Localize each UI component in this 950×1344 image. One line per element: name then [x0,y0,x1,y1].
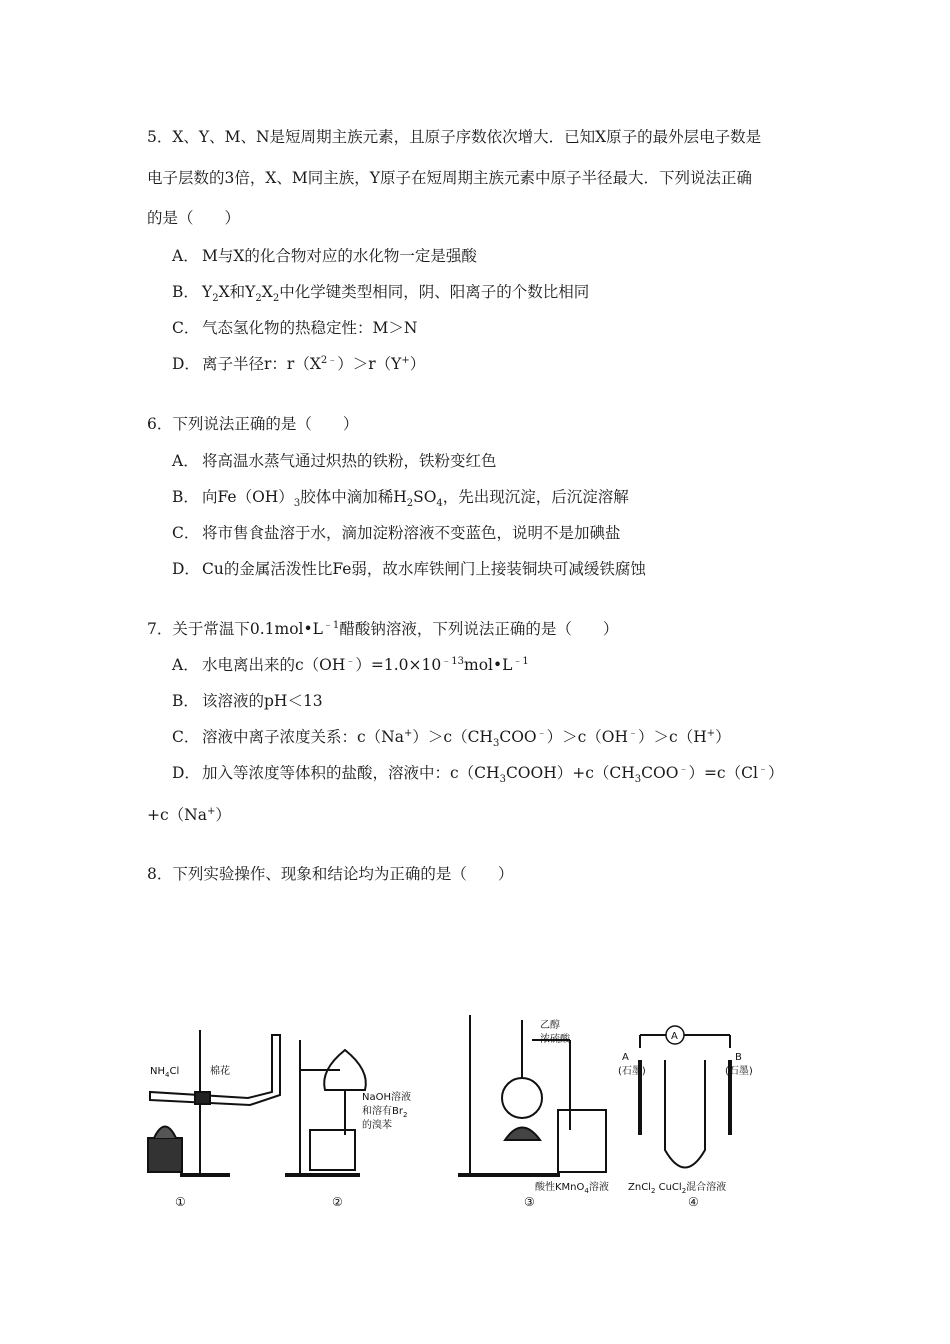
option-text: ） [767,764,784,782]
superscript: + [404,727,413,739]
option-text: Y [202,283,213,301]
option-label: B． [172,488,199,506]
panel-number-4: ④ [688,1195,699,1209]
superscript: ﹣1 [512,655,529,667]
apparatus-3 [458,1015,606,1175]
stem-text: 7．关于常温下0.1mol•L [147,620,323,638]
option-text: X和Y [218,283,256,301]
option-text: COOH）+c（CH [505,764,635,782]
q5-option-c [172,318,417,338]
superscript: + [401,354,410,366]
superscript: ﹣ [757,763,768,775]
subscript: 2 [212,293,219,305]
beaker [310,1130,355,1170]
panel-number-2: ② [332,1195,343,1209]
option-text: ）＞c（OH [546,728,629,746]
label-graphite-a: (石墨) [618,1066,646,1077]
label-nh4cl: $NH_4Cl$ [150,1066,180,1079]
option-label: C． [172,728,200,746]
label-electrode-a: A [622,1052,629,1063]
option-text: 将高温水蒸气通过炽热的铁粉，铁粉变红色 [202,452,497,470]
option-text: ） [409,355,426,373]
option-text: 该溶液的pH＜13 [202,692,323,710]
stem-text: 醋酸钠溶液，下列说法正确的是（ ） [339,620,619,638]
subscript: 2 [406,498,414,510]
option-text: Cu的金属活泼性比Fe弱，故水库铁闸门上接装铜块可减缓铁腐蚀 [202,560,646,578]
superscript: ﹣1 [322,619,340,631]
label-bromobenzene: 的溴苯 [362,1120,392,1131]
option-text: COO [641,764,679,782]
superscript: + [206,805,216,817]
label-ethanol: 乙醇 [540,1020,560,1031]
option-text: 气态氢化物的热稳定性：M＞N [202,319,418,337]
q7-stem [147,619,618,639]
option-text: ） [715,728,731,746]
panel-number-1: ① [175,1195,186,1209]
superscript: ﹣ [536,727,547,739]
option-text: 溶液中离子浓度关系：c（Na [202,728,404,746]
label-ammeter: A [671,1031,678,1042]
apparatus-4 [640,1035,730,1168]
option-label: B． [172,692,199,710]
subscript: 2 [272,293,280,305]
subscript: 3 [293,498,301,510]
apparatus-2 [285,1040,366,1175]
q5-option-b [172,282,590,305]
subscript: 4 [436,498,443,510]
superscript: + [706,727,716,739]
gas-bottle [558,1110,606,1172]
label-naoh: NaOH溶液 [362,1092,411,1103]
option-text: ）＞c（H [638,728,707,746]
superscript: 2﹣ [320,354,338,366]
label-graphite-b: (石墨) [725,1066,753,1077]
label-kmno4: 酸性KMnO$_4$溶液 [535,1182,609,1195]
option-label: D． [172,764,200,782]
option-text: 加入等浓度等体积的盐酸，溶液中：c（CH [202,764,500,782]
q7-option-d-continuation [147,805,231,825]
option-text: 水电离出来的c（OH [202,656,346,674]
label-br2: 和溶有$Br_2$ [362,1106,408,1119]
option-text: +c（Na [147,806,207,824]
label-mixed-solution: ZnCl$_2$ CuCl$_2$混合溶液 [628,1182,727,1195]
panel-number-3: ③ [524,1195,535,1209]
option-label: D． [172,560,200,578]
option-text: ）＞r（Y [337,355,402,373]
option-text: X [261,283,273,301]
superscript: ﹣ [678,763,689,775]
option-text: 离子半径r：r（X [202,355,321,373]
option-text: SO [413,488,437,506]
subscript: 3 [492,738,500,750]
q6-option-a [172,451,497,471]
option-text: ）=1.0×10 [355,656,442,674]
subscript: 3 [499,774,506,786]
burner-base [148,1138,182,1172]
option-text: 中化学键类型相同，阴、阳离子的个数比相同 [279,283,590,301]
q5-stem-line2: 电子层数的3倍，X、M同主族，Y原子在短周期主族元素中原子半径最大．下列说法正确 [147,169,753,187]
option-label: D． [172,355,200,373]
round-flask [502,1078,542,1118]
option-text: 将市售食盐溶于水，滴加淀粉溶液不变蓝色，说明不是加碘盐 [202,524,621,542]
option-text: COO [499,728,537,746]
option-text: ，先出现沉淀，后沉淀溶解 [442,488,629,506]
q5-stem-line3: 的是（ ） [147,209,241,227]
option-text: M与X的化合物对应的水化物一定是强酸 [202,247,477,265]
option-text: 胶体中滴加稀H [300,488,407,506]
option-label: A． [172,656,199,674]
subscript: 2 [255,293,262,305]
q7-option-b [172,691,323,711]
clamp [195,1092,210,1104]
option-label: C． [172,319,200,337]
label-sulfuric-acid: 浓硫酸 [540,1034,570,1045]
q6-option-c [172,523,621,543]
q6-option-d [172,559,646,579]
experiment-figure-svg [140,1010,760,1210]
experiment-figure [140,1010,760,1210]
q8-stem: 8．下列实验操作、现象和结论均为正确的是（ ） [147,865,514,883]
option-text: ）=c（Cl [688,764,758,782]
q6-stem: 6．下列说法正确的是（ ） [147,415,359,433]
option-text: ）＞c（CH [412,728,493,746]
q7-option-d [172,763,784,786]
option-text: mol•L [464,656,513,674]
superscript: ﹣ [345,655,356,667]
superscript: ﹣ [628,727,639,739]
burner-flame [505,1128,540,1141]
q5-option-d [172,354,425,374]
flame [154,1127,176,1139]
label-electrode-b: B [735,1052,742,1063]
option-text: 向Fe（OH） [202,488,294,506]
q6-option-b [172,487,629,510]
superscript: ﹣13 [441,655,464,667]
option-label: B． [172,283,199,301]
option-label: C． [172,524,200,542]
subscript: 3 [634,774,642,786]
q7-option-c [172,727,731,750]
q5-option-a [172,246,477,266]
q7-option-a [172,655,529,675]
label-cotton: 棉花 [210,1066,230,1077]
u-tube [665,1060,705,1168]
option-label: A． [172,452,199,470]
apparatus-1 [148,1030,280,1175]
option-label: A． [172,247,199,265]
option-text: ） [215,806,231,824]
q5-stem-line1: 5．X、Y、M、N是短周期主族元素，且原子序数依次增大．已知X原子的最外层电子数是 [147,128,762,146]
